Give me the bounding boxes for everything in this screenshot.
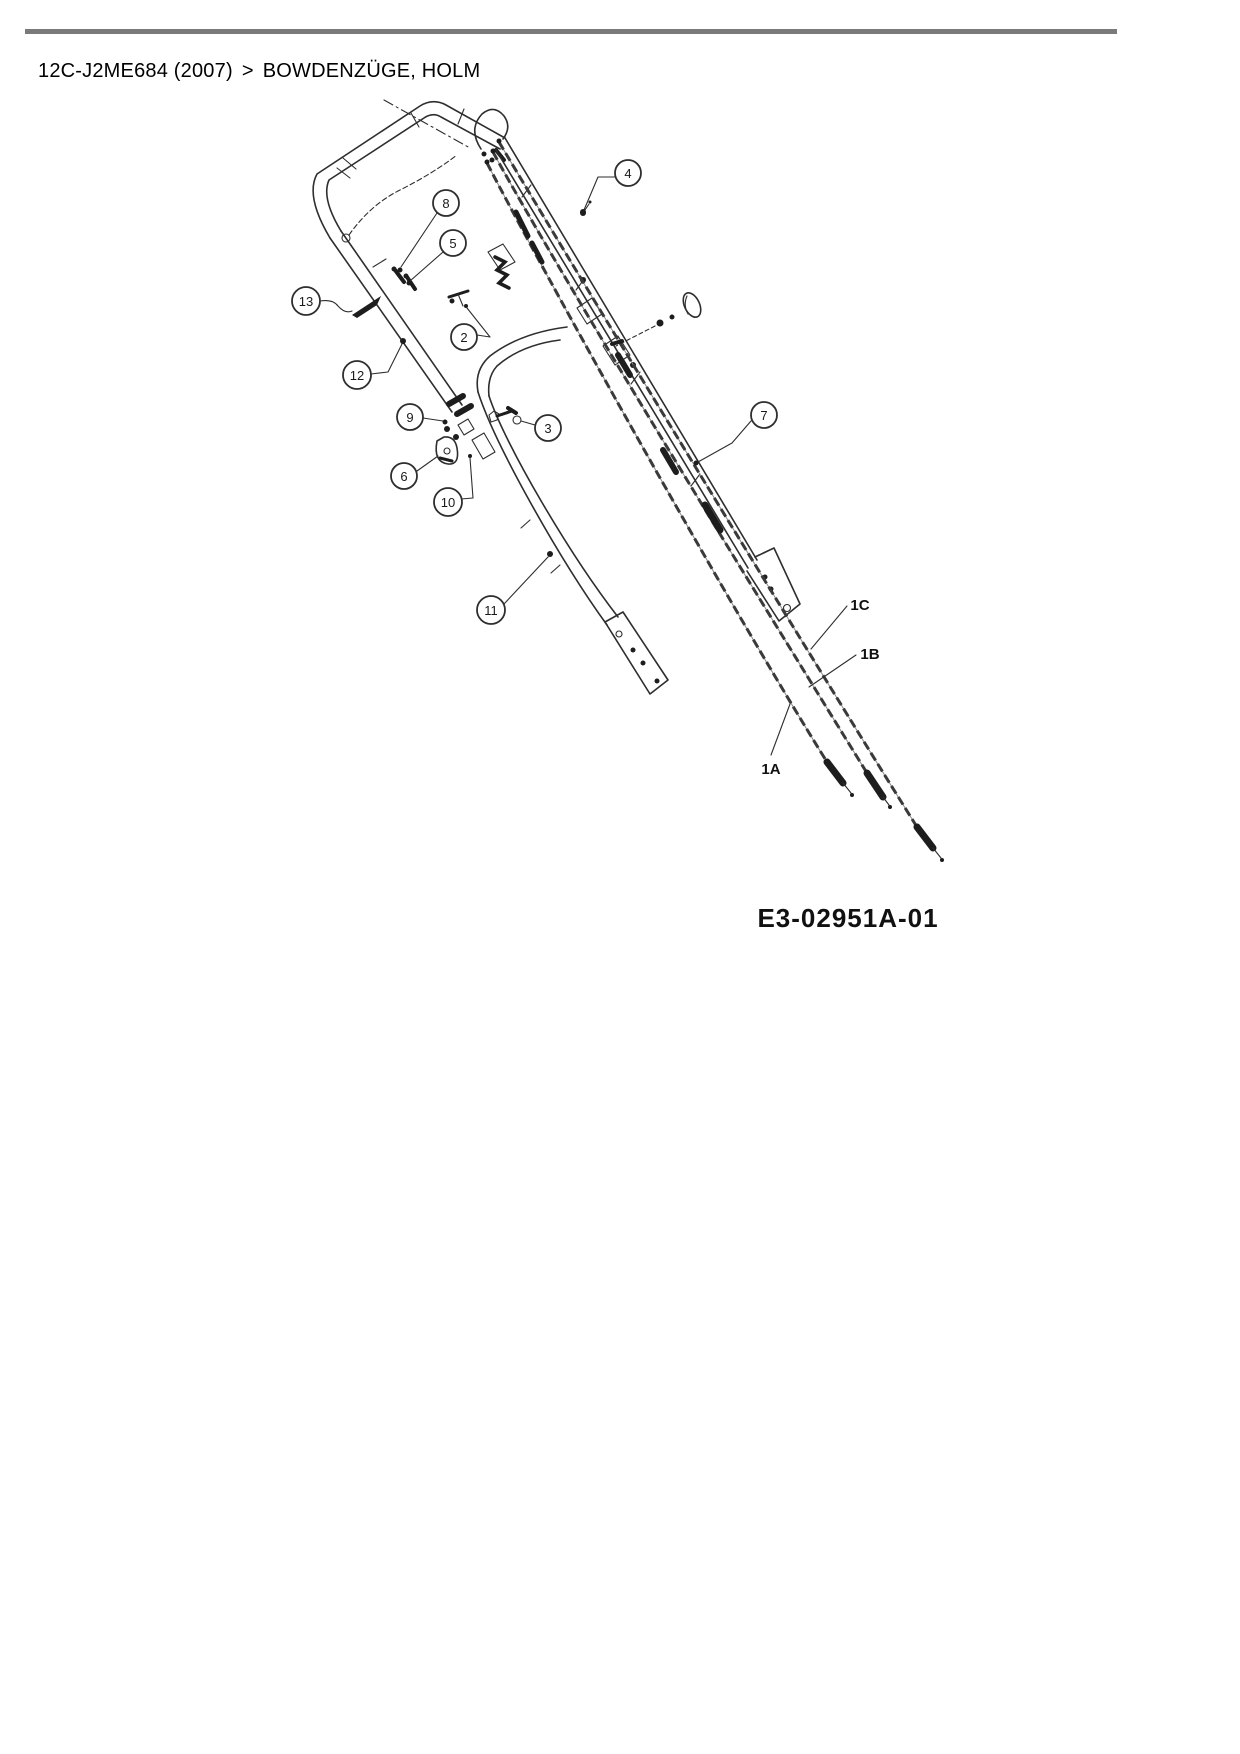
breadcrumb-page-title: BOWDENZÜGE, HOLM [262, 60, 481, 82]
callout-9[interactable] [397, 404, 448, 430]
svg-text:9: 9 [406, 410, 414, 425]
callout-2[interactable] [451, 304, 490, 350]
svg-text:6: 6 [400, 469, 408, 484]
part-wing-knob [436, 437, 457, 464]
callout-7[interactable] [694, 402, 778, 466]
part-t-pin [449, 291, 468, 306]
callout-5[interactable] [407, 230, 467, 286]
cable-1c [497, 139, 945, 863]
cable-1a [485, 160, 855, 798]
part-cable-guide [352, 296, 381, 318]
svg-text:10: 10 [440, 495, 456, 510]
svg-text:1B: 1B [860, 646, 880, 663]
callout-13[interactable] [292, 287, 352, 315]
cable-label-1c[interactable] [811, 597, 870, 649]
svg-text:7: 7 [760, 408, 768, 423]
lower-handlebar [472, 327, 668, 694]
callout-11[interactable] [477, 551, 553, 624]
breadcrumb-model[interactable]: 12C-J2ME684 (2007) [38, 60, 233, 82]
callout-6[interactable] [391, 456, 438, 489]
svg-text:4: 4 [624, 166, 632, 181]
svg-text:13: 13 [298, 294, 314, 309]
svg-text:8: 8 [442, 196, 450, 211]
callout-3[interactable] [521, 415, 561, 441]
cable-label-1a[interactable] [761, 704, 790, 778]
callout-12[interactable] [343, 338, 406, 389]
centerline [384, 100, 470, 148]
svg-text:3: 3 [544, 421, 552, 436]
upper-handlebar [313, 100, 508, 414]
callout-4[interactable] [580, 160, 641, 215]
svg-text:5: 5 [449, 236, 457, 251]
diagram-code: E3-02951A-01 [757, 903, 939, 933]
cable-1b [491, 149, 893, 810]
breadcrumb-separator: > [241, 60, 254, 82]
part-ring-knob [612, 290, 704, 346]
svg-text:12: 12 [349, 368, 365, 383]
svg-text:1C: 1C [850, 597, 870, 614]
part-adjuster-spring [488, 244, 515, 288]
svg-text:1A: 1A [761, 761, 781, 778]
bowden-cables [485, 139, 945, 863]
svg-text:2: 2 [460, 330, 468, 345]
cable-label-1b[interactable] [809, 646, 880, 687]
svg-text:11: 11 [484, 603, 498, 618]
part-screws [392, 267, 416, 290]
